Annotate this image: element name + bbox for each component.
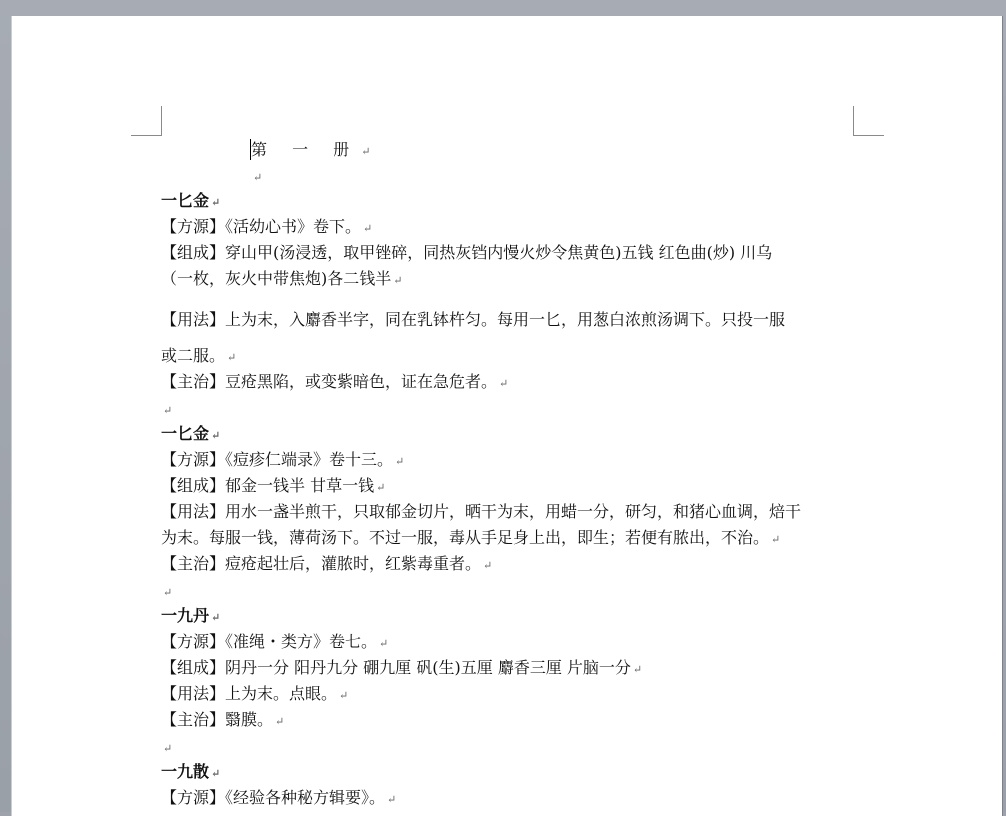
paragraph-line[interactable]: 【方源】《准绳・类方》卷七。 ↵	[161, 632, 389, 651]
paragraph-line[interactable]: 【组成】阴丹一分 阳丹九分 硼九厘 矾(生)五厘 麝香三厘 片脑一分 ↵	[161, 658, 643, 677]
entry-heading[interactable]: 一九丹 ↵	[161, 606, 221, 625]
blank-line[interactable]: ↵	[163, 404, 173, 417]
paragraph-line[interactable]: 【方源】《痘疹仁端录》卷十三。 ↵	[161, 450, 405, 469]
blank-line[interactable]: ↵	[253, 171, 263, 184]
paragraph-line[interactable]: 【用法】上为末。点眼。 ↵	[161, 684, 349, 703]
paragraph-line[interactable]: 【组成】郁金一钱半 甘草一钱 ↵	[161, 476, 386, 495]
paragraph-line[interactable]: （一枚，灰火中带焦炮)各二钱半 ↵	[161, 269, 403, 288]
paragraph-line[interactable]: 【主治】翳膜。 ↵	[161, 710, 285, 729]
paragraph-line[interactable]: 为末。每服一钱，薄荷汤下。不过一服，毒从手足身上出，即生；若便有脓出，不治。 ↵	[161, 528, 781, 547]
paragraph-line[interactable]: 【主治】痘疮起壮后，灌脓时，红紫毒重者。 ↵	[161, 554, 493, 573]
paragraph-line[interactable]: 【用法】用水一盏半煎干，只取郁金切片，晒干为末，用蜡一分，研匀，和猪心血调，焙干	[161, 502, 802, 521]
paragraph-line[interactable]: 【主治】豆疮黑陷，或变紫暗色，证在急危者。 ↵	[161, 372, 509, 391]
margin-corner-top-right	[853, 106, 884, 136]
entry-heading[interactable]: 一九散 ↵	[161, 762, 221, 781]
blank-line[interactable]: ↵	[163, 742, 173, 755]
paragraph-line[interactable]: 【方源】《经验各种秘方辑要》。 ↵	[161, 788, 397, 807]
document-page[interactable]	[12, 16, 1002, 816]
margin-corner-top-left	[131, 106, 162, 136]
entry-heading[interactable]: 一匕金 ↵	[161, 191, 221, 210]
paragraph-line[interactable]: 【用法】上为末，入麝香半字，同在乳钵杵匀。每用一匕，用葱白浓煎汤调下。只投一服	[161, 310, 786, 329]
volume-title[interactable]: 第 一 册 ↵	[251, 140, 381, 159]
blank-line[interactable]: ↵	[163, 586, 173, 599]
paragraph-line[interactable]: 或二服。 ↵	[161, 346, 237, 365]
entry-heading[interactable]: 一匕金 ↵	[161, 424, 221, 443]
paragraph-line[interactable]: 【组成】穿山甲(汤浸透，取甲锉碎，同热灰铛内慢火炒令焦黄色)五钱 红色曲(炒) 川乌	[161, 243, 773, 262]
paragraph-line[interactable]: 【方源】《活幼心书》卷下。 ↵	[161, 217, 373, 236]
